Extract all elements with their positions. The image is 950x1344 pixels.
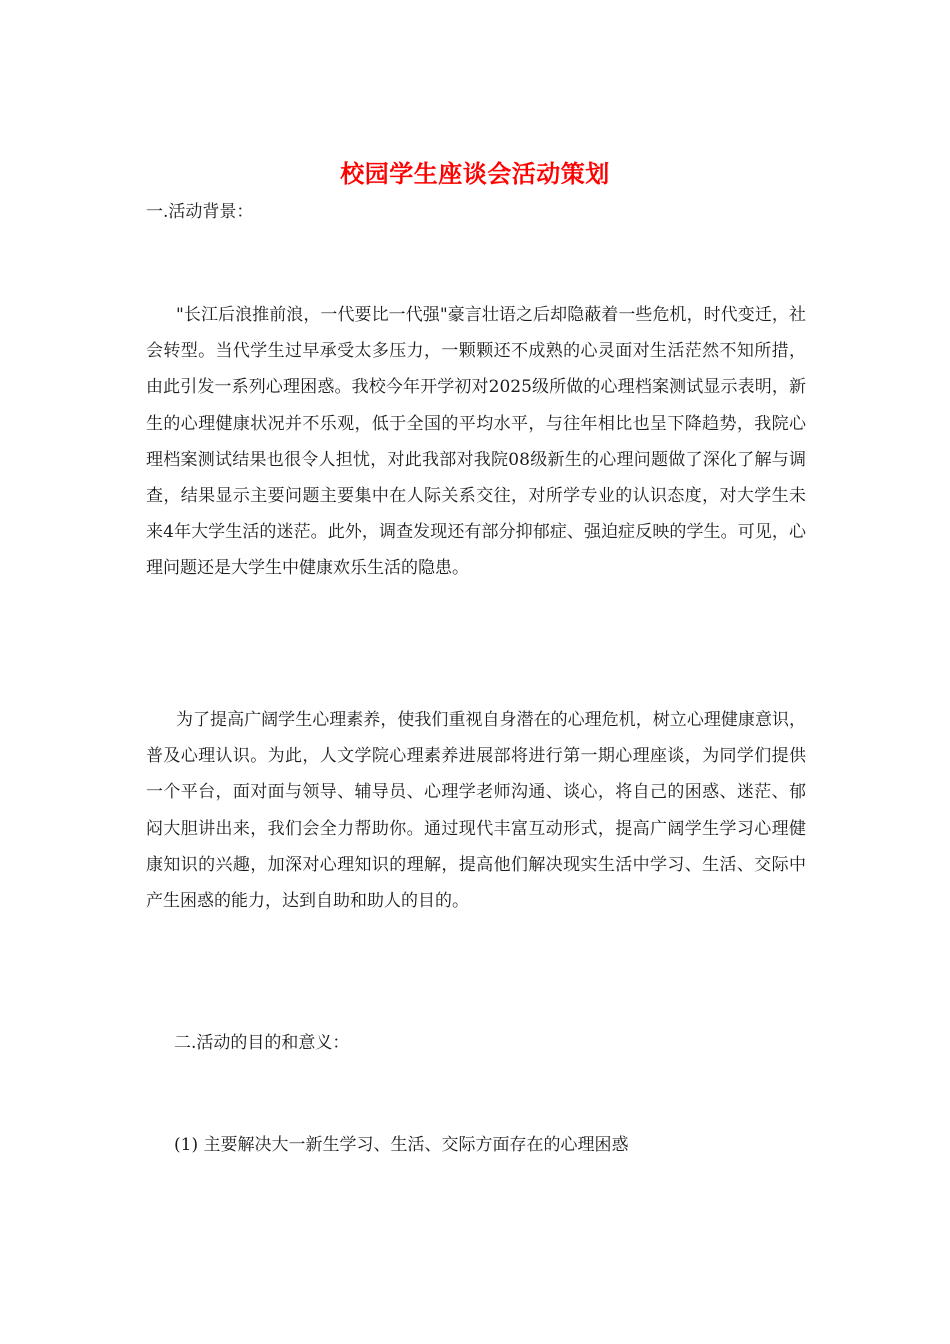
section-heading-background: 一.活动背景：	[146, 202, 254, 222]
paragraph-purpose: 为了提高广阔学生心理素养，使我们重视自身潜在的心理危机，树立心理健康意识，普及心理认识。为此，人文学院心理素养进展部将进行第一期心理座谈，为同学们提供一个平台，面对面与领导、辅导员、心理学老师沟通、谈心，将自己的困惑、迷茫、郁闷大胆讲出来，我们会全力帮助你。通过现代丰富互动形式，提高广阔学生学习心理健康知识的兴趣，加深对心理知识的理解，提高他们解决现实生活中学习、生活、交际中产生困惑的能力，达到自助和助人的目的。	[146, 710, 806, 912]
list-item-goal-1: (1) 主要解决大一新生学习、生活、交际方面存在的心理困惑	[174, 1135, 629, 1155]
paragraph-background: "长江后浪推前浪，一代要比一代强"豪言壮语之后却隐蔽着一些危机，时代变迁，社会转型。当代学生过早承受太多压力，一颗颗还不成熟的心灵面对生活茫然不知所措，由此引发一系列心理困惑。我校今年开学初对2025级所做的心理档案测试显示表明，新生的心理健康状况并不乐观，低于全国的平均水平，与往年相比也呈下降趋势，我院心理档案测试结果也很令人担忧，对此我部对我院08级新生的心理问题做了深化了解与调查，结果显示主要问题主要集中在人际关系交往，对所学专业的认识态度，对大学生未来4年大学生活的迷茫。此外，调查发现还有部分抑郁症、强迫症反映的学生。可见，心理问题还是大学生中健康欢乐生活的隐患。	[146, 305, 806, 579]
section-heading-goals: 二.活动的目的和意义：	[174, 1033, 350, 1053]
document-title: 校园学生座谈会活动策划	[340, 159, 610, 188]
